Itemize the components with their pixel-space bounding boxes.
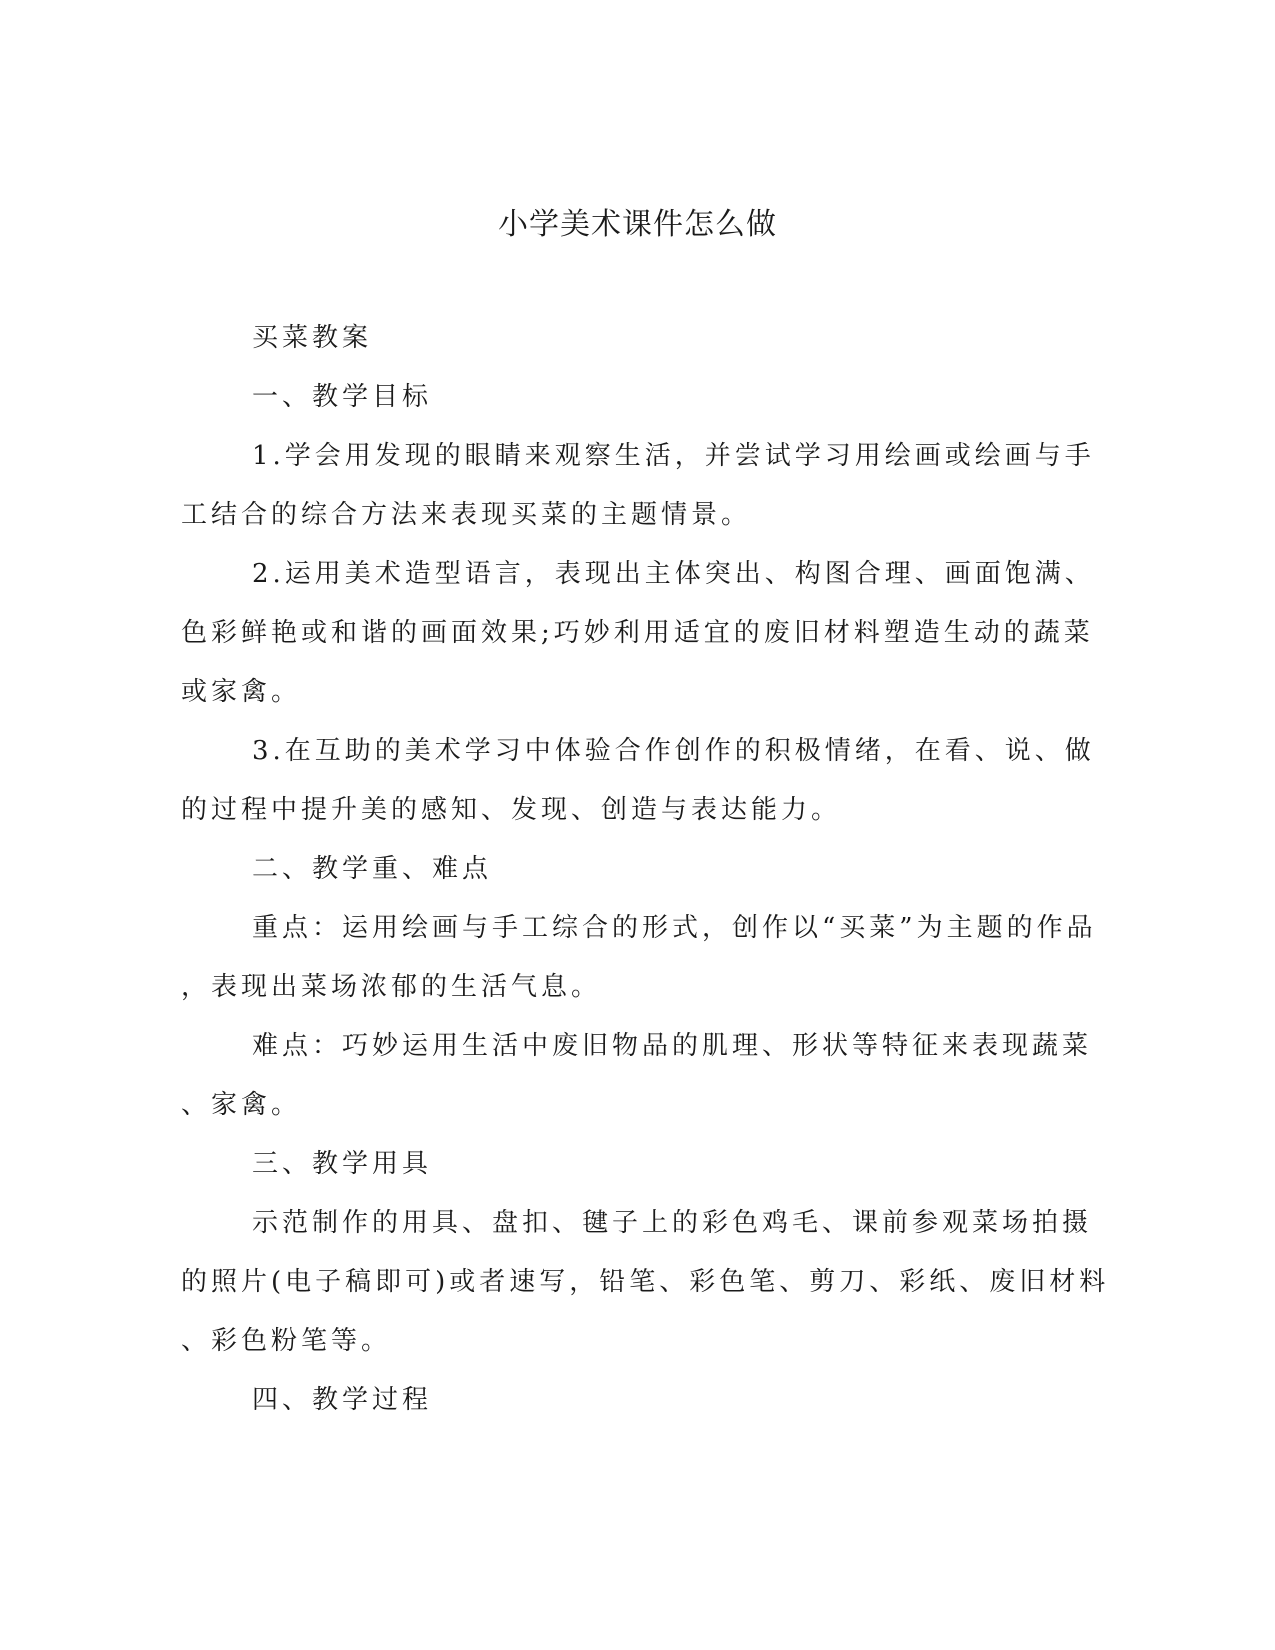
paragraph-line-indented: 二、教学重、难点 bbox=[252, 854, 493, 884]
paragraph-line: 工结合的综合方法来表现买菜的主题情景。 bbox=[181, 500, 752, 530]
paragraph-line: 或家禽。 bbox=[181, 677, 302, 707]
paragraph-line-indented: 3.在互助的美术学习中体验合作创作的积极情绪，在看、说、做 bbox=[252, 736, 1095, 766]
paragraph-line-indented: 买菜教案 bbox=[252, 323, 373, 353]
paragraph-line-indented: 难点：巧妙运用生活中废旧物品的肌理、形状等特征来表现蔬菜 bbox=[252, 1031, 1093, 1061]
paragraph-line-indented: 示范制作的用具、盘扣、毽子上的彩色鸡毛、课前参观菜场拍摄 bbox=[252, 1208, 1093, 1238]
paragraph-line: 、家禽。 bbox=[181, 1090, 302, 1120]
paragraph-line: 的照片(电子稿即可)或者速写，铅笔、彩色笔、剪刀、彩纸、废旧材料 bbox=[181, 1267, 1110, 1297]
paragraph-line-indented: 一、教学目标 bbox=[252, 382, 433, 412]
paragraph-line: 的过程中提升美的感知、发现、创造与表达能力。 bbox=[181, 795, 842, 825]
paragraph-line-indented: 2.运用美术造型语言，表现出主体突出、构图合理、画面饱满、 bbox=[252, 559, 1095, 589]
paragraph-line: 色彩鲜艳或和谐的画面效果;巧妙利用适宜的废旧材料塑造生动的蔬菜 bbox=[181, 618, 1094, 648]
document-title: 小学美术课件怎么做 bbox=[498, 207, 777, 242]
paragraph-line-indented: 1.学会用发现的眼睛来观察生活，并尝试学习用绘画或绘画与手 bbox=[252, 441, 1095, 471]
paragraph-line: 、彩色粉笔等。 bbox=[181, 1326, 392, 1356]
paragraph-line-indented: 重点：运用绘画与手工综合的形式，创作以“买菜”为主题的作品 bbox=[252, 913, 1097, 943]
paragraph-line: ，表现出菜场浓郁的生活气息。 bbox=[181, 972, 602, 1002]
paragraph-line-indented: 三、教学用具 bbox=[252, 1149, 433, 1179]
paragraph-line-indented: 四、教学过程 bbox=[252, 1385, 433, 1415]
